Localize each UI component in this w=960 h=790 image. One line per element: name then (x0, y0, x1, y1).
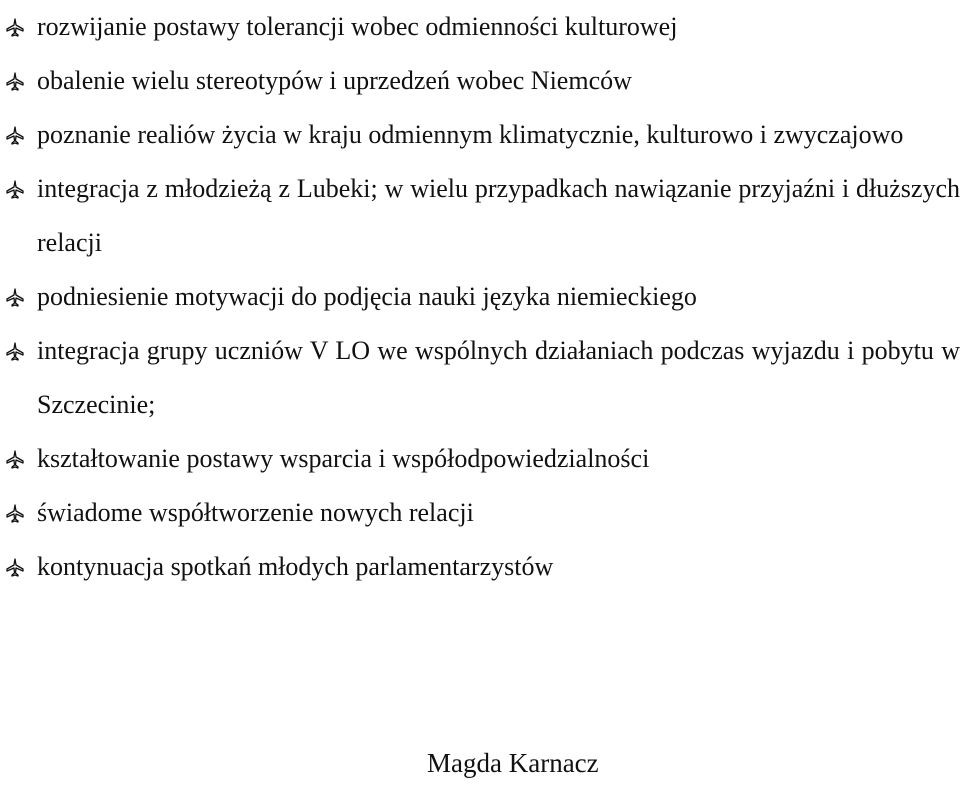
list-item-text: integracja grupy uczniów V LO we wspólnych działaniach podczas wyjazdu i pobytu w Szczecinie; (37, 336, 960, 419)
list-item (0, 486, 960, 540)
plane-icon (4, 162, 26, 216)
list-item (0, 108, 960, 162)
list-item-text: poznanie realiów życia w kraju odmiennym klimatycznie, kulturowo i zwyczajowo (37, 120, 904, 149)
list-item-text: obalenie wielu stereotypów i uprzedzeń wobec Niemców (37, 66, 632, 95)
list-item (0, 54, 960, 108)
plane-icon (4, 270, 26, 324)
plane-icon (4, 0, 26, 54)
plane-icon (4, 54, 26, 108)
list-item-text: integracja z młodzieżą z Lubeki; w wielu przypadkach nawiązanie przyjaźni i dłuższych relacji (37, 174, 960, 257)
list-item-text: kontynuacja spotkań młodych parlamentarzystów (37, 552, 554, 581)
plane-icon (4, 324, 26, 378)
list-item (0, 324, 960, 432)
plane-icon (4, 486, 26, 540)
plane-icon (4, 432, 26, 486)
list-item-text: rozwijanie postawy tolerancji wobec odmienności kulturowej (37, 12, 678, 41)
list-item (0, 0, 960, 54)
list-item (0, 270, 960, 324)
plane-icon (4, 108, 26, 162)
list-item (0, 540, 960, 594)
list-item (0, 432, 960, 486)
list-item (0, 162, 960, 270)
author-signature: Magda Karnacz (427, 748, 599, 778)
list-item-text: podniesienie motywacji do podjęcia nauki języka niemieckiego (37, 282, 697, 311)
list-item-text: świadome współtworzenie nowych relacji (37, 498, 474, 527)
list-item-text: kształtowanie postawy wsparcia i współodpowiedzialności (37, 444, 650, 473)
plane-icon (4, 540, 26, 594)
